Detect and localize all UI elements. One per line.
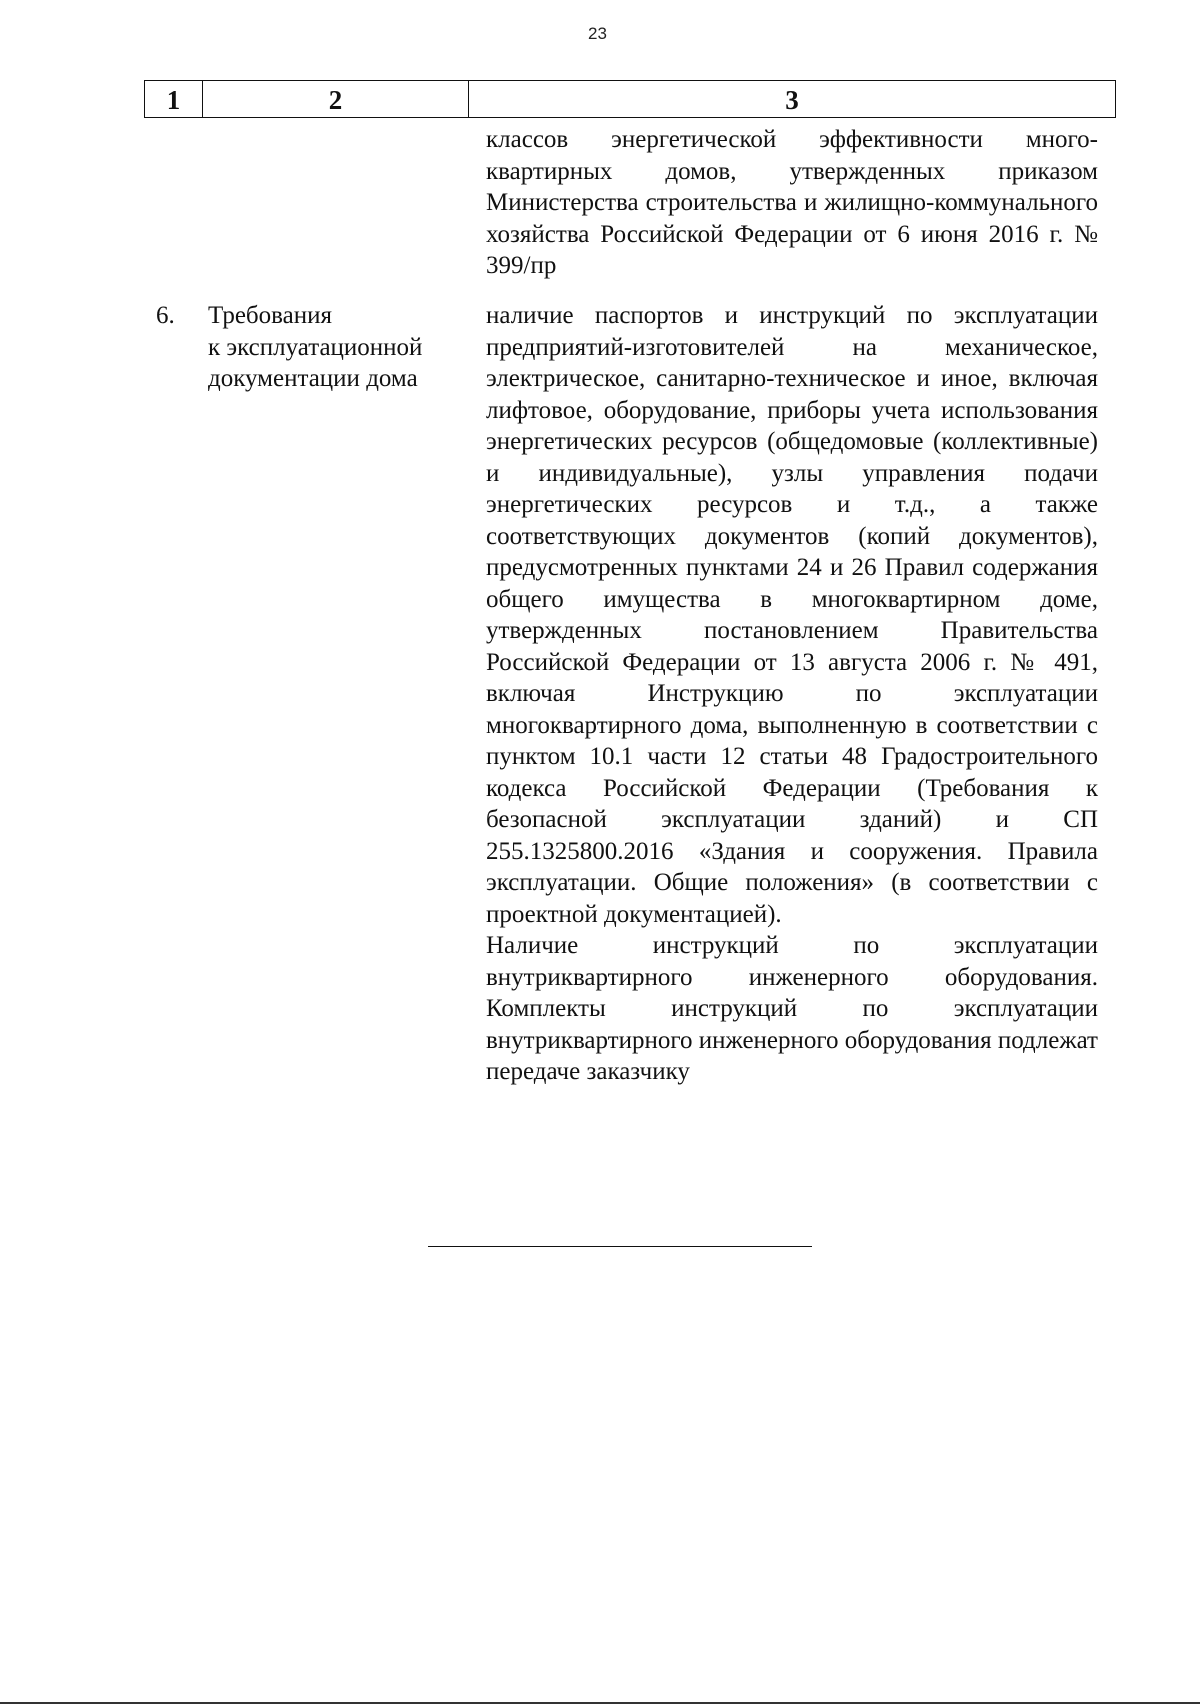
table-header-row — [144, 80, 1116, 118]
row-content-paragraph: Наличие инструкций по эксплуатации внутриквартирного инженерного оборудования. Комплекты инструкций по эксплуатации внутриквартирного инженерного оборудования подлежат передаче заказчику — [486, 932, 1098, 1085]
row-label-line: документации дома — [208, 365, 418, 392]
row-label-line: Требования — [208, 302, 332, 329]
row-label — [208, 300, 478, 395]
table-header-col-3: 3 — [785, 84, 799, 115]
page-number: 23 — [588, 24, 607, 43]
table-header-col-1: 1 — [145, 81, 203, 117]
row-content — [486, 300, 1098, 1088]
table-header-col-2: 2 — [203, 81, 469, 117]
row-label-line: к эксплуатационной — [208, 333, 423, 361]
row-number: 6. — [156, 302, 175, 329]
row-content-paragraph: наличие паспортов и инструкций по эксплуатации предприятий-изготовителей на механическое, электрическое, санитарно-техническое и иное, включая лифтовое, оборудование, приборы учета использования энергетических ресурсов (общедомовые (коллективные) и индивидуальные), узлы управления подачи энергетических ресурсов и т.д., а также соответствующих документов (копий документов), предусмотренных пунктами 24 и 26 Правил содержания общего имущества в многоквартирном доме, утвержденных постановлением Правительства Российской Федерации от 13 августа 2006 г. № 491, включая Инструкцию по эксплуатации многоквартирного дома, выполненную в соответствии с пунктом 10.1 части 12 статьи 48 Градостроительного кодекса Российской Федерации (Требования к безопасной эксплуатации зданий) и СП 255.1325800.2016 «Здания и сооружения. Правила эксплуатации. Общие положения» (в соответствии с проектной документацией). — [486, 302, 1098, 928]
continuation-text: классов энергетической эффективности многоквартирных домов, утвержденных приказом Министерства строительства и жилищно-коммунального хозяйства Российской Федерации от 6 июня 2016 г. № 399/пр — [486, 126, 1098, 279]
page-bottom-edge — [0, 1702, 1200, 1704]
document-end-line — [428, 1246, 812, 1247]
